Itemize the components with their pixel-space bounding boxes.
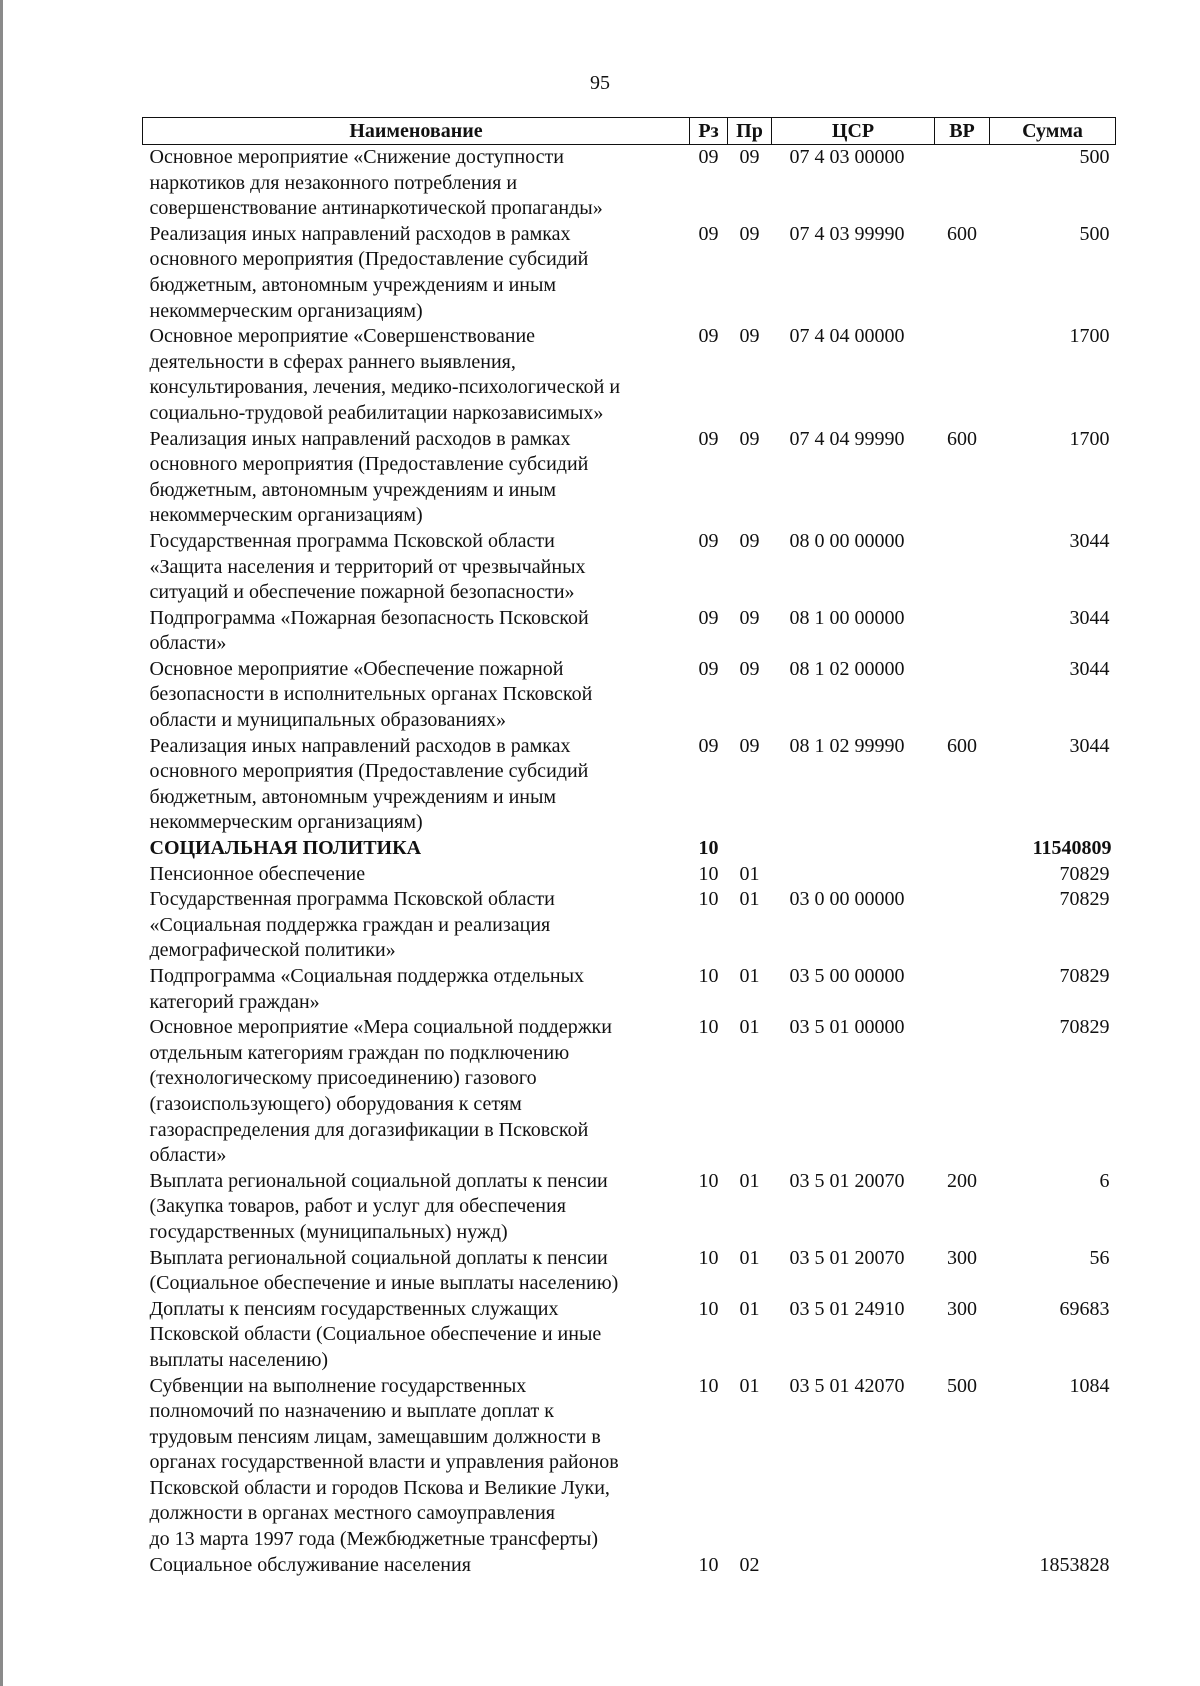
table-row [143,1297,1116,1374]
cell-rz: 09 [698,657,719,680]
cell-pr: 01 [739,1297,760,1320]
cell-name-line: консультирования, лечения, медико-психологической и [149,376,621,399]
cell-name-line: до 13 марта 1997 года (Межбюджетные трансферты) [149,1528,599,1551]
cell-name-line: некоммерческим организациям) [149,811,423,834]
cell-vr: 300 [947,1246,977,1269]
cell-csr: 08 1 02 00000 [789,657,905,680]
cell-name-line: Основное мероприятие «Совершенствование [149,325,536,348]
cell-vr [935,1015,990,1169]
cell-name-line: Выплата региональной социальной доплаты к пенсии [149,1246,608,1269]
table-row [143,964,1116,1015]
cell-name-line: Выплата региональной социальной доплаты к пенсии [149,1169,608,1192]
cell-vr: 600 [947,427,977,450]
cell-name [143,1169,690,1246]
table-body [143,145,1116,1579]
table-header-row [143,118,1116,145]
cell-name-line: бюджетным, автономным учреждениям и иным [149,785,557,808]
cell-name-line: бюджетным, автономным учреждениям и иным [149,273,557,296]
cell-vr [935,145,990,222]
cell-name-line: области» [149,632,227,655]
table-row [143,1246,1116,1297]
cell-sum: 1853828 [1039,1553,1110,1576]
cell-vr [935,862,990,888]
cell-name-line: Реализация иных направлений расходов в рамках [149,734,571,757]
cell-name-line: Социальное обслуживание населения [149,1553,471,1576]
header-sum: Сумма [990,118,1116,145]
cell-name [143,862,690,888]
cell-name-line: области» [149,1144,227,1167]
table-row [143,1015,1116,1169]
cell-name-line: (Закупка товаров, работ и услуг для обеспечения [149,1195,566,1218]
cell-sum: 70829 [1059,862,1110,885]
cell-csr [772,836,935,862]
cell-rz: 09 [698,222,719,245]
cell-name-line: некоммерческим организациям) [149,299,423,322]
cell-name-line: трудовым пенсиям лицам, замещавшим должности в [149,1425,601,1448]
cell-sum: 1084 [1069,1374,1110,1397]
table-row [143,1374,1116,1553]
cell-rz: 10 [698,1374,719,1397]
scan-edge [0,0,3,1686]
cell-pr: 09 [739,427,760,450]
cell-name [143,427,690,529]
cell-pr: 09 [739,222,760,245]
cell-pr: 09 [739,606,760,629]
cell-name-line: СОЦИАЛЬНАЯ ПОЛИТИКА [149,837,422,860]
cell-name-line: Псковской области (Социальное обеспечение и иные [149,1323,602,1346]
cell-csr: 03 5 01 24910 [789,1297,905,1320]
cell-name [143,324,690,426]
cell-sum: 1700 [1069,325,1110,348]
cell-rz: 09 [698,734,719,757]
cell-name-line: Субвенции на выполнение государственных [149,1374,527,1397]
cell-vr [935,324,990,426]
cell-name-line: социально-трудовой реабилитации наркозависимых» [149,401,604,424]
cell-csr [772,1553,935,1579]
cell-pr: 09 [739,529,760,552]
header-rz: Рз [690,118,728,145]
cell-name [143,222,690,324]
cell-name [143,964,690,1015]
cell-pr: 09 [739,325,760,348]
cell-rz: 09 [698,146,719,168]
cell-rz: 10 [698,965,719,987]
table-row [143,734,1116,836]
cell-name-line: выплаты населению) [149,1348,329,1371]
table-row [143,1553,1116,1579]
cell-name [143,1297,690,1374]
cell-sum: 500 [1079,146,1110,168]
cell-name-line: категорий граждан» [149,990,320,1013]
table-row [143,862,1116,888]
budget-table [142,117,1116,1578]
cell-name-line: отдельным категориям граждан по подключению [149,1041,570,1064]
cell-rz: 09 [698,529,719,552]
cell-pr: 01 [739,888,760,911]
cell-vr [935,529,990,606]
cell-sum: 56 [1089,1246,1110,1269]
cell-name-line: бюджетным, автономным учреждениям и иным [149,478,557,501]
cell-name-line: основного мероприятия (Предоставление субсидий [149,453,589,476]
cell-rz: 09 [698,325,719,348]
cell-vr [935,606,990,657]
cell-name-line: полномочий по назначению и выплате доплат к [149,1400,555,1423]
cell-vr [935,836,990,862]
header-pr: Пр [728,118,772,145]
cell-csr: 07 4 03 99990 [789,222,905,245]
cell-name-line: демографической политики» [149,939,396,962]
cell-pr: 09 [739,734,760,757]
table-row [143,222,1116,324]
table-row [143,529,1116,606]
cell-rz: 10 [698,1016,719,1039]
table-row [143,1169,1116,1246]
cell-name-line: Доплаты к пенсиям государственных служащих [149,1297,559,1320]
cell-name-line: (Социальное обеспечение и иные выплаты населению) [149,1272,619,1295]
cell-name-line: безопасности в исполнительных органах Псковской [149,683,593,706]
table-row [143,606,1116,657]
cell-name-line: Государственная программа Псковской области [149,529,555,552]
cell-name-line: Основное мероприятие «Обеспечение пожарной [149,657,564,680]
cell-sum: 70829 [1059,1016,1110,1039]
cell-csr: 03 0 00 00000 [789,888,905,911]
cell-vr [935,964,990,1015]
cell-rz: 09 [698,427,719,450]
cell-name-line: основного мероприятия (Предоставление субсидий [149,248,589,271]
cell-name-line: органах государственной власти и управления районов [149,1451,619,1474]
cell-csr: 03 5 00 00000 [789,965,905,987]
cell-name-line: Государственная программа Псковской области [149,888,555,911]
cell-sum: 6 [1099,1169,1110,1192]
cell-csr: 08 1 02 99990 [789,734,905,757]
cell-name-line: Реализация иных направлений расходов в рамках [149,222,571,245]
cell-vr: 600 [947,222,977,245]
cell-csr: 03 5 01 20070 [789,1246,905,1269]
cell-vr [935,887,990,964]
cell-csr: 07 4 04 99990 [789,427,905,450]
section-row [143,836,1116,862]
cell-name-line: должности в органах местного самоуправления [149,1502,556,1525]
cell-name [143,606,690,657]
cell-csr: 08 0 00 00000 [789,529,905,552]
cell-pr: 01 [739,862,760,885]
cell-name-line: государственных (муниципальных) нужд) [149,1220,508,1243]
cell-rz: 10 [698,1297,719,1320]
cell-pr: 01 [739,1016,760,1039]
cell-pr: 09 [739,146,760,168]
cell-name [143,1553,690,1579]
cell-sum: 3044 [1069,734,1110,757]
cell-name [143,145,690,222]
cell-name-line: Основное мероприятие «Мера социальной поддержки [149,1016,612,1039]
cell-name-line: Основное мероприятие «Снижение доступности [149,146,564,168]
cell-name-line: (технологическому присоединению) газового [149,1067,537,1090]
cell-rz: 09 [698,606,719,629]
cell-sum: 500 [1079,222,1110,245]
cell-vr: 200 [947,1169,977,1192]
cell-sum: 11540809 [1032,837,1112,860]
header-name: Наименование [143,118,690,145]
cell-name-line: основного мероприятия (Предоставление субсидий [149,760,589,783]
cell-name-line: области и муниципальных образованиях» [149,709,507,732]
table-row [143,145,1116,222]
cell-pr: 01 [739,965,760,987]
cell-pr: 01 [739,1169,760,1192]
table-row [143,887,1116,964]
cell-name [143,734,690,836]
table-row [143,427,1116,529]
cell-rz: 10 [698,862,719,885]
cell-csr [772,862,935,888]
cell-rz: 10 [698,837,719,860]
cell-csr: 03 5 01 00000 [789,1016,905,1039]
cell-rz: 10 [698,1246,719,1269]
cell-sum: 3044 [1069,606,1110,629]
cell-sum: 70829 [1059,888,1110,911]
cell-pr: 01 [739,1246,760,1269]
cell-vr: 600 [947,734,977,757]
cell-name-line: Пенсионное обеспечение [149,862,366,885]
cell-name-line: Реализация иных направлений расходов в рамках [149,427,571,450]
table-row [143,324,1116,426]
cell-name-line: «Социальная поддержка граждан и реализация [149,913,551,936]
cell-pr: 02 [739,1553,760,1576]
cell-rz: 10 [698,888,719,911]
cell-name-line: некоммерческим организациям) [149,504,423,527]
cell-name [143,887,690,964]
cell-sum: 3044 [1069,529,1110,552]
cell-pr: 09 [739,657,760,680]
cell-name-line: Подпрограмма «Социальная поддержка отдельных [149,965,585,987]
header-vr: ВР [935,118,990,145]
cell-name-line: ситуаций и обеспечение пожарной безопасности» [149,581,575,604]
cell-name [143,529,690,606]
cell-sum: 1700 [1069,427,1110,450]
cell-vr [935,1553,990,1579]
cell-csr: 07 4 04 00000 [789,325,905,348]
cell-sum: 70829 [1059,965,1110,987]
cell-vr: 500 [947,1374,977,1397]
table-row [143,657,1116,734]
cell-name [143,657,690,734]
cell-name [143,1374,690,1553]
cell-name-line: (газоиспользующего) оборудования к сетям [149,1092,522,1115]
cell-name-line: наркотиков для незаконного потребления и [149,171,518,194]
cell-rz: 10 [698,1169,719,1192]
cell-name-line: «Защита населения и территорий от чрезвычайных [149,555,586,578]
cell-csr: 03 5 01 20070 [789,1169,905,1192]
cell-name [143,836,690,862]
cell-rz: 10 [698,1553,719,1576]
cell-name [143,1015,690,1169]
cell-name-line: совершенствование антинаркотической пропаганды» [149,197,603,220]
cell-name-line: деятельности в сферах раннего выявления, [149,350,516,373]
cell-csr: 03 5 01 42070 [789,1374,905,1397]
header-csr: ЦСР [772,118,935,145]
cell-csr: 08 1 00 00000 [789,606,905,629]
cell-pr: 01 [739,1374,760,1397]
page-number: 95 [590,72,610,94]
cell-pr [728,836,772,862]
cell-name-line: Псковской области и городов Пскова и Великие Луки, [149,1476,610,1499]
cell-vr: 300 [947,1297,977,1320]
cell-sum: 69683 [1059,1297,1110,1320]
cell-sum: 3044 [1069,657,1110,680]
cell-name-line: газораспределения для догазификации в Псковской [149,1118,589,1141]
cell-csr: 07 4 03 00000 [789,146,905,168]
cell-name [143,1246,690,1297]
cell-vr [935,657,990,734]
cell-name-line: Подпрограмма «Пожарная безопасность Псковской [149,606,589,629]
